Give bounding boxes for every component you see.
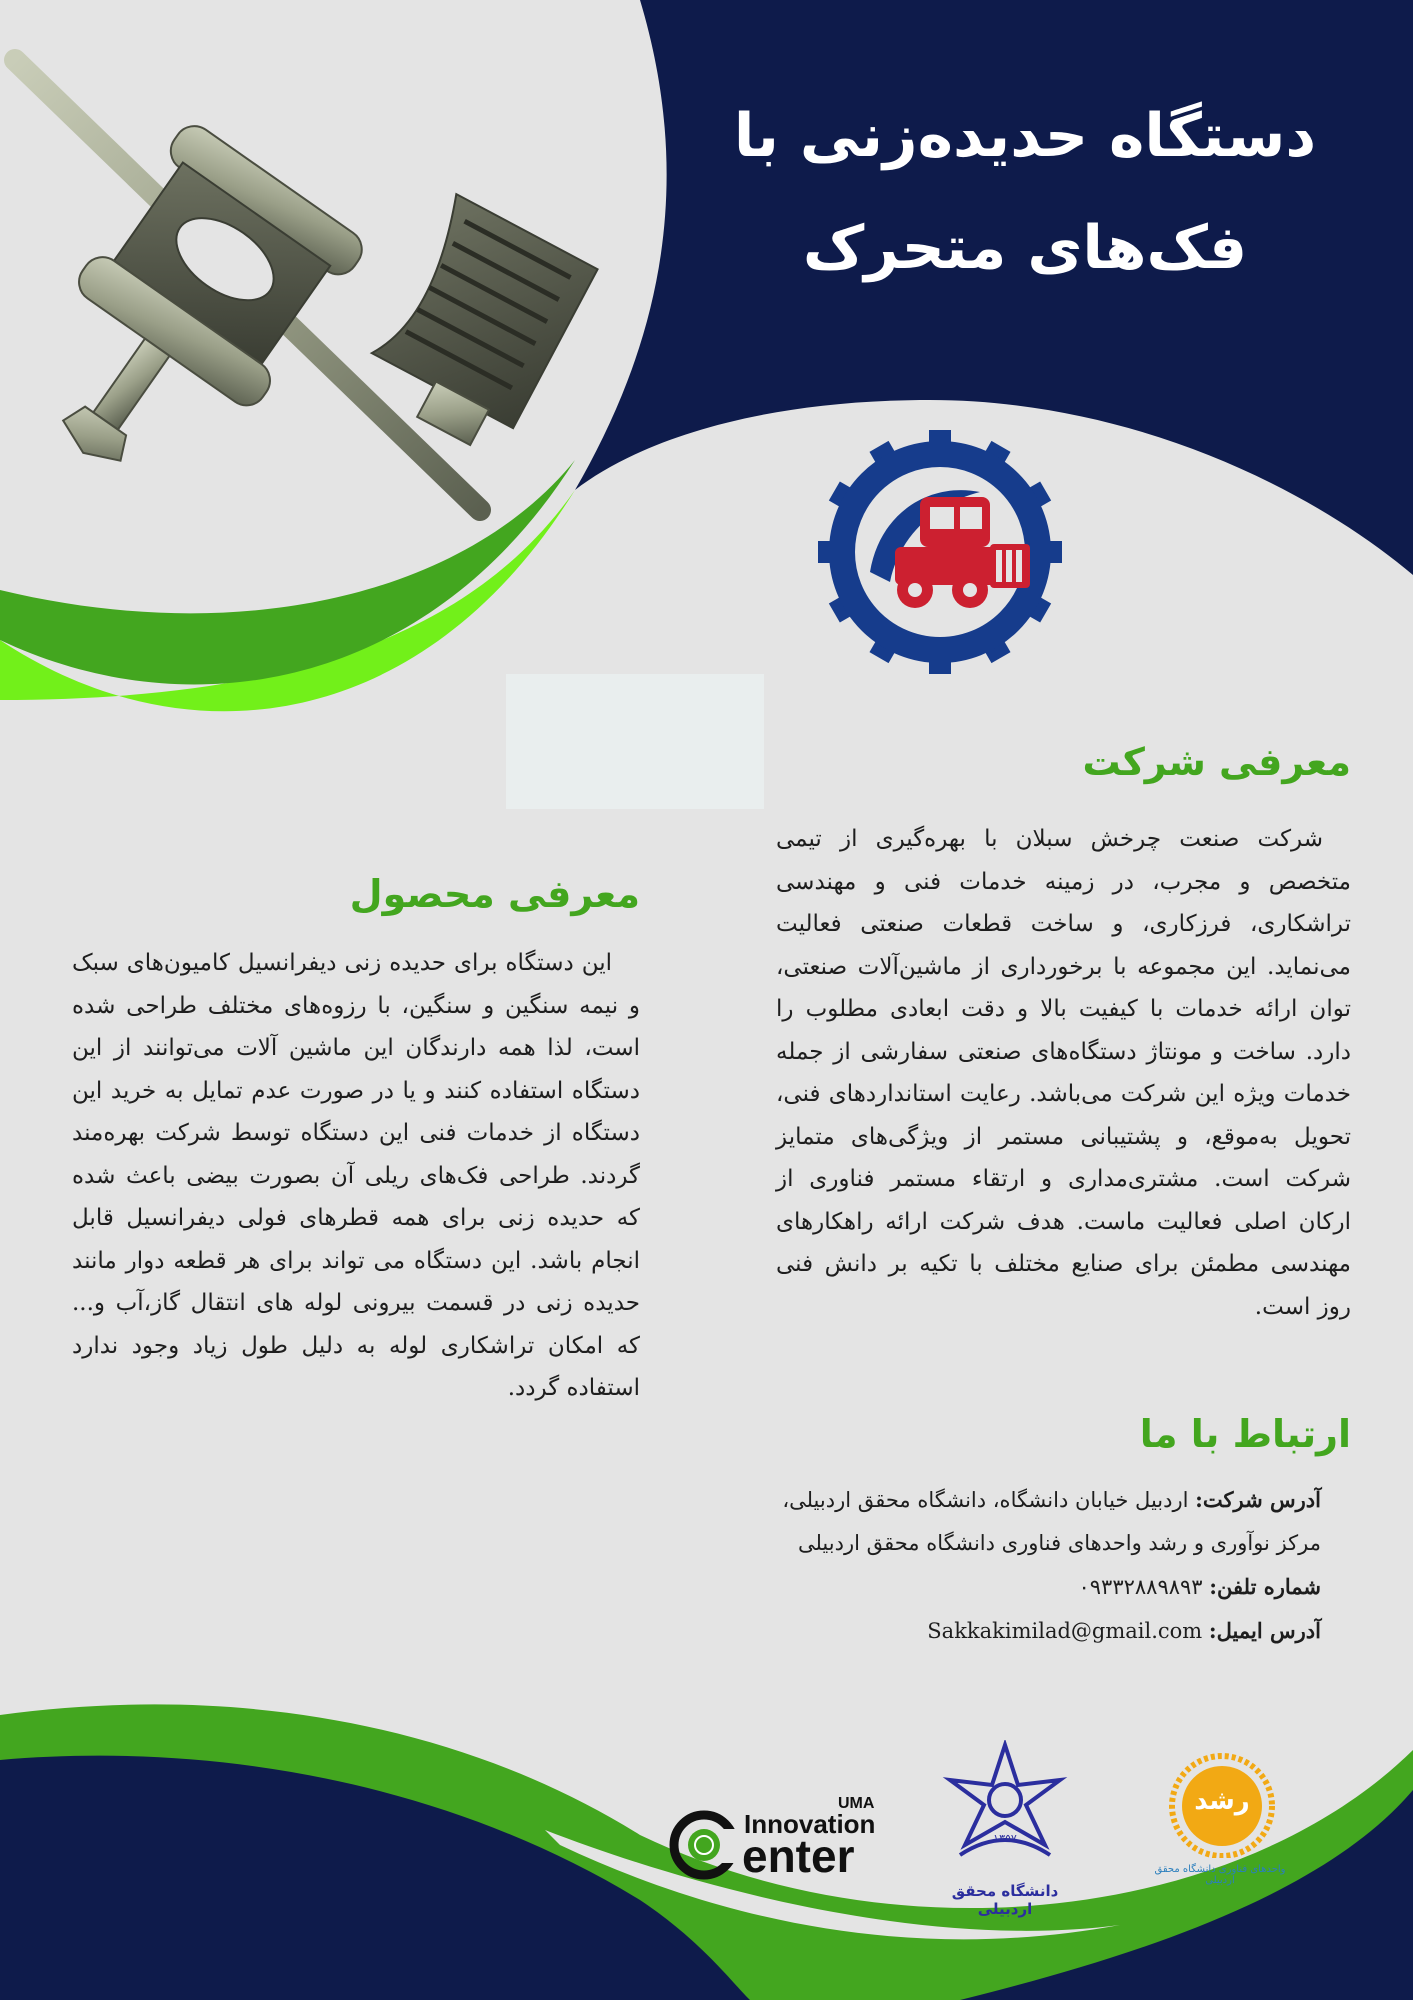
address-label: آدرس شرکت:: [1195, 1487, 1321, 1512]
product-section-body: این دستگاه برای حدیده زنی دیفرانسیل کامیون‌های سبک و نیمه سنگین و سنگین، با رزوه‌های مختلف طراحی شده است، لذا همه دارندگان این ماشین آلات می‌توانند از این دستگاه استفاده کنند و یا در صورت عدم تمایل به خرید این دستگاه از خدمات فنی این دستگاه توسط شرکت بهره‌مند گردند. طراحی فک‌های ریلی آن بصورت بیضی باعث شده که حدیده زنی برای همه قطرهای فولی دیفرانسیل قابل انجام باشد. این دستگاه می تواند برای هر قطعه دوار مانند حدیده زنی در قسمت بیرونی لوله های انتقال گاز،آب و... که امکان تراشکاری لوله به دلیل طول زیاد وجود ندارد استفاده گردد.: [72, 950, 640, 1401]
incubator-caption: واحدهای فناوری دانشگاه محقق اردبیلی: [1154, 1864, 1286, 1886]
phone-value: ۰۹۳۳۲۸۸۹۸۹۳: [1078, 1575, 1203, 1599]
university-name: دانشگاه محقق اردبیلی: [951, 1882, 1059, 1918]
innovation-center-small: UMA: [838, 1795, 875, 1812]
email-value[interactable]: Sakkakimilad@gmail.com: [927, 1619, 1203, 1643]
contact-phone: [770, 1565, 1353, 1609]
poster-title: [700, 80, 1350, 304]
image-placeholder-box: [506, 674, 764, 809]
innovation-center-logo: [668, 1795, 883, 1885]
university-emblem: [930, 1740, 1080, 1870]
address-value: اردبیل خیابان دانشگاه، دانشگاه محقق اردبیلی، مرکز نوآوری و رشد واحدهای فناوری دانشگاه محقق اردبیلی: [782, 1488, 1321, 1555]
email-label: آدرس ایمیل:: [1208, 1618, 1321, 1643]
incubator-emblem-text: رشد: [1194, 1786, 1250, 1816]
company-section-heading: معرفی شرکت: [1082, 740, 1351, 784]
innovation-center-bottom: enter: [742, 1830, 855, 1882]
company-gear-truck-logo: [810, 430, 1070, 675]
innovation-center-top: Innovation: [744, 1809, 876, 1839]
contact-email: [770, 1609, 1353, 1653]
university-year: ۱۳۵۷: [993, 1832, 1017, 1845]
threading-machine-illustration: [0, 40, 600, 540]
incubator-logo: [1140, 1748, 1300, 1898]
title-line-2: فک‌های متحرک: [802, 213, 1248, 283]
product-section-heading: معرفی محصول: [349, 872, 640, 916]
contact-details: [770, 1478, 1353, 1653]
title-line-1: دستگاه حدیده‌زنی با: [733, 101, 1317, 171]
phone-label: شماره تلفن:: [1209, 1574, 1321, 1599]
university-logo: [930, 1740, 1080, 1918]
company-section-body: شرکت صنعت چرخش سبلان با بهره‌گیری از تیمی متخصص و مجرب، در زمینه خدمات فنی و مهندسی تراشکاری، فرزکاری، و ساخت قطعات صنعتی فعالیت می‌نماید. این مجموعه با برخورداری از ماشین‌آلات صنعتی، توان ارائه خدمات با کیفیت بالا و دقت ابعادی مطلوب را دارد. ساخت و مونتاژ دستگاه‌های صنعتی سفارشی از جمله خدمات ویژه این شرکت می‌باشد. رعایت استانداردهای فنی، تحویل به‌موقع، و پشتیبانی مستمر از ویژگی‌های متمایز شرکت است. مشتری‌مداری و ارتقاء مستمر فناوری از ارکان اصلی فعالیت ماست. هدف شرکت ارائه راهکارهای مهندسی مطمئن برای صنایع مختلف با تکیه بر دانش فنی روز است.: [776, 826, 1351, 1320]
contact-address: [770, 1478, 1353, 1565]
contact-section-heading: ارتباط با ما: [1139, 1412, 1351, 1456]
